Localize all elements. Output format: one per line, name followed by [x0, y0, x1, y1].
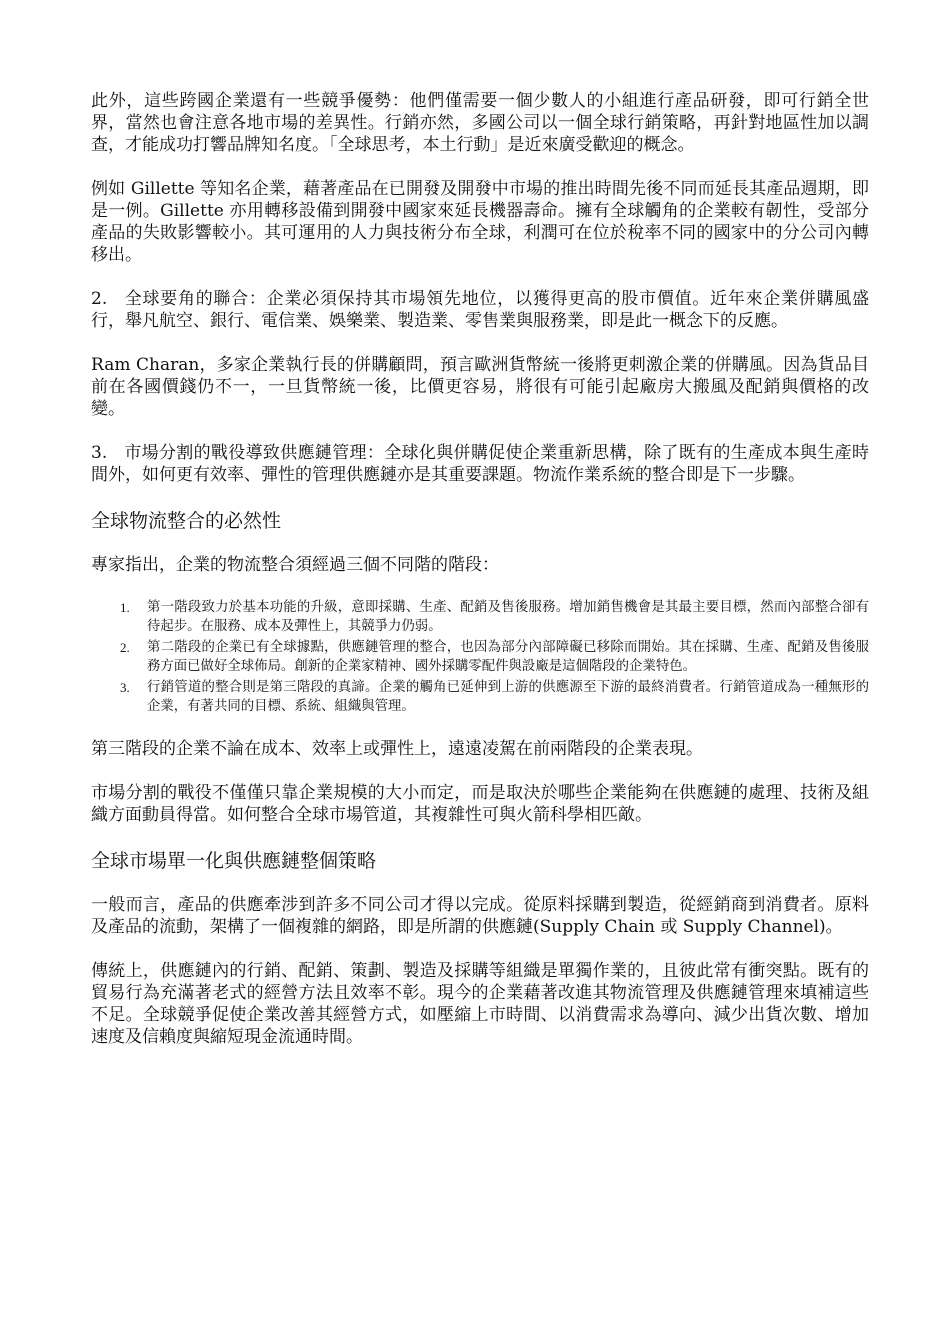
paragraph-supply-chain-definition: 一般而言，產品的供應牽涉到許多不同公司才得以完成。從原料採購到製造，從經銷商到消費者。原料及產品的流動，架構了一個複雜的網路，即是所謂的供應鏈(Supply Chain 或 Supply Channel)。 — [91, 895, 869, 937]
paragraph-ram-charan: Ram Charan，多家企業執行長的併購顧問，預言歐洲貨幣統一後將更刺激企業的併購風。因為貨品目前在各國價錢仍不一，一旦貨幣統一後，比價更容易，將很有可能引起廠房大搬風及配銷與價格的改變。 — [91, 355, 869, 419]
paragraph-text: 全球要角的聯合：企業必須保持其市場領先地位，以獲得更高的股市價值。近年來企業併購風盛行，舉凡航空、銀行、電信業、娛樂業、製造業、零售業與服務業，即是此一概念下的反應。 — [91, 289, 869, 331]
list-item-text: 第二階段的企業已有全球據點，供應鏈管理的整合，也因為部分內部障礙已移除而開始。其在採購、生產、配銷及售後服務方面已做好全球佈局。創新的企業家精神、國外採購零配件與設廠是這個階段的企業特色。 — [147, 640, 869, 674]
numbered-paragraph-2 — [91, 288, 869, 332]
paragraph-market-battle: 市場分割的戰役不僅僅只靠企業規模的大小而定，而是取決於哪些企業能夠在供應鏈的處理、技術及組織方面動員得當。如何整合全球市場管道，其複雜性可與火箭科學相匹敵。 — [91, 783, 869, 825]
paragraph-experts-intro: 專家指出，企業的物流整合須經過三個不同階的階段： — [91, 555, 499, 575]
list-number: 3. — [120, 680, 130, 695]
paragraph-text: 市場分割的戰役導致供應鏈管理：全球化與併購促使企業重新思構，除了既有的生產成本與生產時間外，如何更有效率、彈性的管理供應鏈亦是其重要課題。物流作業系統的整合即是下一步驟。 — [91, 443, 869, 485]
paragraph-number: 2. — [91, 289, 108, 309]
list-item-text: 第一階段致力於基本功能的升級，意即採購、生產、配銷及售後服務。增加銷售機會是其最主要目標，然而內部整合卻有待起步。在服務、成本及彈性上，其競爭力仍弱。 — [147, 600, 869, 634]
list-number: 1. — [120, 600, 130, 615]
paragraph-third-stage: 第三階段的企業不論在成本、效率上或彈性上，遠遠凌駕在前兩階段的企業表現。 — [91, 739, 703, 759]
document-page — [91, 90, 869, 1070]
list-item — [91, 678, 869, 716]
section-heading-logistics: 全球物流整合的必然性 — [91, 510, 282, 532]
paragraph-gillette-example: 例如 Gillette 等知名企業，藉著產品在已開發及開發中市場的推出時間先後不同而延長其產品週期，即是一例。Gillette 亦用轉移設備到開發中國家來延長機器壽命。擁有全球觸角的企業較有韌性，受部分產品的失敗影響較小。其可運用的人力與技術分布全球，利潤可在位於稅率不同的國家中的分公司內轉移出。 — [91, 179, 869, 265]
stages-list — [91, 598, 869, 716]
list-item — [91, 638, 869, 676]
section-heading-supply-chain: 全球市場單一化與供應鏈整個策略 — [91, 850, 377, 872]
numbered-paragraph-3 — [91, 442, 869, 486]
list-number: 2. — [120, 640, 130, 655]
list-item — [91, 598, 869, 636]
paragraph-number: 3. — [91, 443, 108, 463]
paragraph-competitive-advantage: 此外，這些跨國企業還有一些競爭優勢：他們僅需要一個少數人的小組進行產品研發，即可行銷全世界，當然也會注意各地市場的差異性。行銷亦然，多國公司以一個全球行銷策略，再針對地區性加以調查，才能成功打響品牌知名度。「全球思考，本土行動」是近來廣受歡迎的概念。 — [91, 91, 869, 155]
list-item-text: 行銷管道的整合則是第三階段的真諦。企業的觸角已延伸到上游的供應源至下游的最終消費者。行銷管道成為一種無形的企業，有著共同的目標、系統、組織與管理。 — [147, 680, 869, 714]
paragraph-traditional-supply-chain: 傳統上，供應鏈內的行銷、配銷、策劃、製造及採購等組織是單獨作業的，且彼此常有衝突點。既有的貿易行為充滿著老式的經營方法且效率不彰。現今的企業藉著改進其物流管理及供應鏈管理來填補這些不足。全球競爭促使企業改善其經營方式，如壓縮上市時間、以消費需求為導向、減少出貨次數、增加速度及信賴度與縮短現金流通時間。 — [91, 961, 869, 1047]
